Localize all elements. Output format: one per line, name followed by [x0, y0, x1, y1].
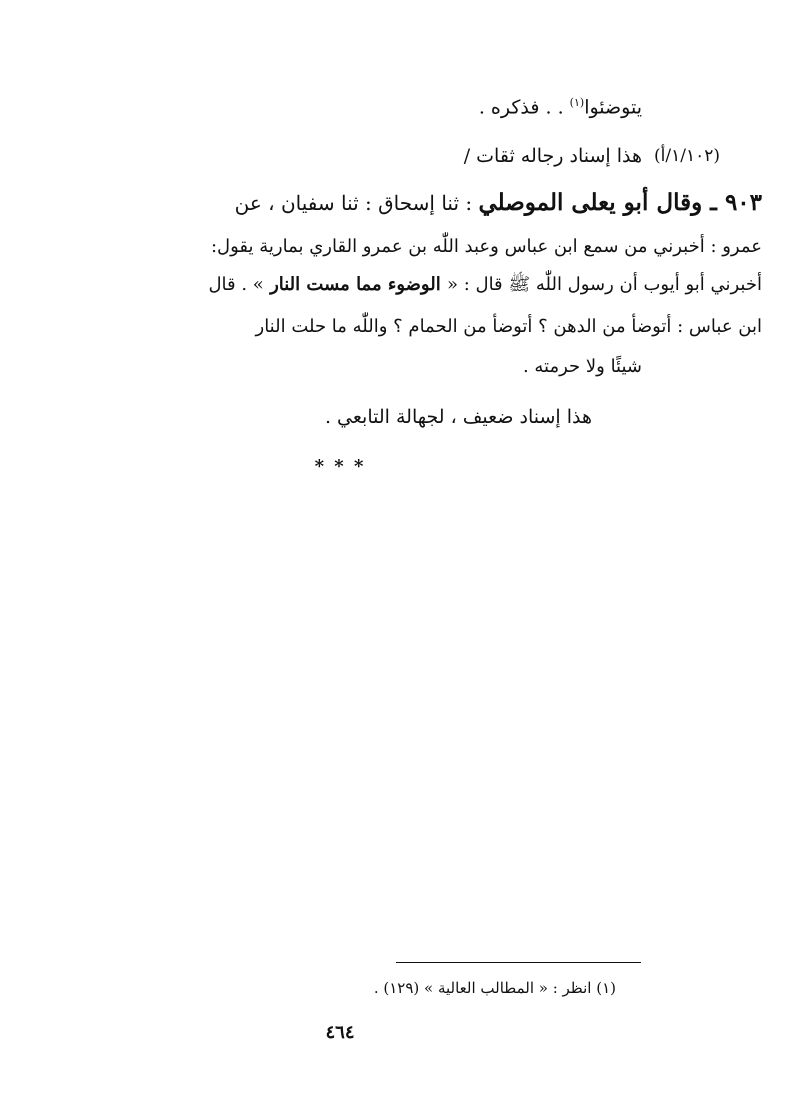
- page-number: ٤٦٤: [325, 1022, 355, 1043]
- grading-note: هذا إسناد ضعيف ، لجهالة التابعي .: [324, 406, 592, 428]
- text-line-6: ابن عباس : أتوضأ من الدهن ؟ أتوضأ من الحمام ؟ واللّٰه ما حلت النار: [255, 316, 762, 337]
- text-segment: : ثنا إسحاق : ثنا سفيان ، عن: [234, 191, 479, 215]
- text-segment: . . فذكره .: [478, 96, 570, 119]
- chain-note: هذا إسناد رجاله ثقات /: [463, 145, 642, 167]
- footnote-reference[interactable]: (١): [569, 96, 585, 109]
- text-line-4: عمرو : أخبرني من سمع ابن عباس وعبد اللّٰه بن عمرو القاري بمارية يقول:: [210, 236, 762, 257]
- text-segment: أخبرني أبو أيوب أن رسول اللّٰه ﷺ قال : «: [446, 274, 762, 295]
- manuscript-reference: (١/١٠٢/أ): [654, 146, 720, 166]
- text-segment: » . قال: [208, 274, 264, 295]
- text-word: يتوضئوا: [584, 96, 642, 119]
- quoted-hadith: الوضوء مما مست النار: [263, 274, 447, 295]
- text-line-7: شيئًا ولا حرمته .: [522, 356, 642, 377]
- text-line-1: [479, 88, 642, 122]
- hadith-header-line: [235, 188, 762, 218]
- section-separator: * * *: [314, 456, 366, 477]
- hadith-number-and-narrator: ٩٠٣ ـ وقال أبو يعلى الموصلي: [478, 189, 762, 216]
- footnote-divider: [396, 962, 641, 963]
- footnote-text: (١) انظر : « المطالب العالية » (١٢٩) .: [373, 979, 616, 997]
- text-line-5: [208, 270, 762, 300]
